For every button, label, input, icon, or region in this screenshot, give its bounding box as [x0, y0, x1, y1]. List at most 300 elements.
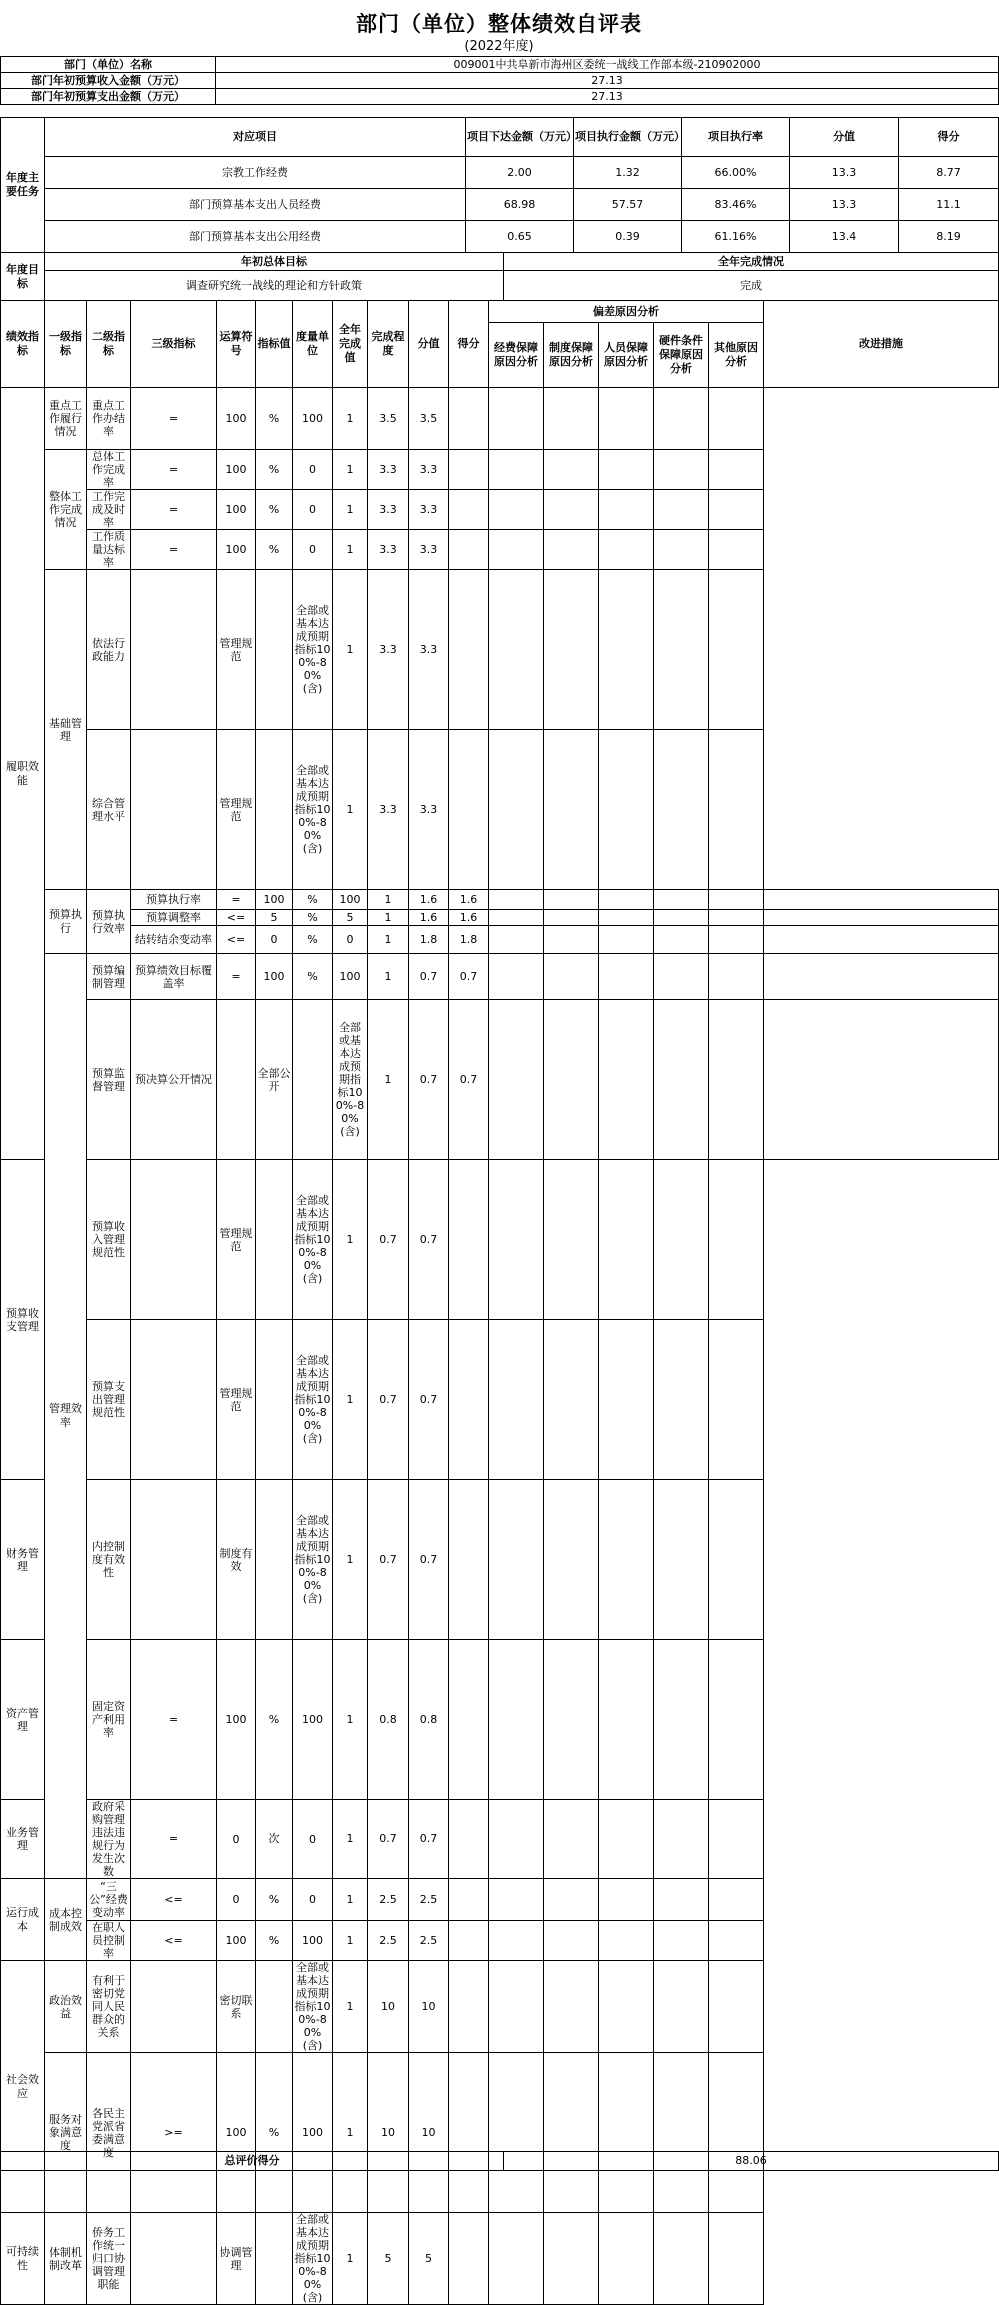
unit-cell [256, 1160, 293, 1320]
page-title: 部门（单位）整体绩效自评表 [356, 12, 642, 36]
th-dev-system: 制度保障原因分析 [544, 323, 599, 388]
deviation-cell [599, 1800, 654, 1879]
completion-cell: 1 [333, 2213, 368, 2305]
level3-cell: 预决算公开情况 [131, 1000, 217, 1160]
operator-cell: <= [131, 1921, 217, 1961]
operator-cell: = [217, 890, 256, 910]
tasks-side-label: 年度主要任务 [1, 118, 45, 253]
operator-cell [131, 1961, 217, 2053]
level3-cell: 工作完成及时率 [87, 490, 131, 530]
deviation-cell [709, 910, 764, 926]
deviation-cell [654, 1320, 709, 1480]
score-value-cell: 1.6 [409, 890, 449, 910]
th-score-value: 分值 [790, 118, 899, 157]
score-cell: 10 [409, 2053, 449, 2213]
deviation-cell [544, 1800, 599, 1879]
target-cell: 管理规范 [217, 570, 256, 730]
th-rate: 项目执行率 [682, 118, 790, 157]
deviation-cell [544, 450, 599, 490]
unit-cell: % [256, 1640, 293, 1800]
level2-cell: 预算执行效率 [87, 890, 131, 954]
target-cell: 协调管理 [217, 2213, 256, 2305]
deviation-cell [544, 1320, 599, 1480]
table-row [1, 1800, 999, 1879]
improve-cell [764, 954, 999, 1000]
table-row [1, 221, 999, 253]
operator-cell [131, 570, 217, 730]
level3-cell: 政府采购管理违法违规行为发生次数 [87, 1800, 131, 1879]
deviation-cell [599, 730, 654, 890]
level3-cell: 固定资产利用率 [87, 1640, 131, 1800]
score-value-cell: 1.6 [409, 910, 449, 926]
operator-cell: = [131, 388, 217, 450]
th-executed: 项目执行金额（万元） [574, 118, 682, 157]
unit-cell: % [293, 926, 333, 954]
th-actual: 全年完成值 [333, 301, 368, 388]
table-row [1, 530, 999, 570]
improve-cell [709, 570, 764, 730]
level3-cell: “三公”经费变动率 [87, 1879, 131, 1921]
level3-cell: 预算调整率 [131, 910, 217, 926]
actual-cell: 100 [333, 954, 368, 1000]
deviation-cell [449, 1961, 489, 2053]
deviation-cell [654, 890, 709, 910]
target-cell: 100 [217, 450, 256, 490]
actual-cell: 100 [293, 2053, 333, 2213]
deviation-cell [599, 450, 654, 490]
deviation-cell [599, 1640, 654, 1800]
score-cell: 3.3 [409, 570, 449, 730]
actual-cell: 100 [293, 1640, 333, 1800]
deviation-cell [599, 1879, 654, 1921]
th-score-value: 分值 [409, 301, 449, 388]
deviation-cell [544, 1000, 599, 1160]
operator-cell [131, 1480, 217, 1640]
unit-cell [256, 570, 293, 730]
deviation-cell [449, 2213, 489, 2305]
target-cell: 100 [217, 490, 256, 530]
level3-cell: 依法行政能力 [87, 570, 131, 730]
target-cell: 100 [256, 890, 293, 910]
actual-cell: 全部或基本达成预期指标100%-80%(含) [293, 1160, 333, 1320]
operator-cell: = [131, 450, 217, 490]
score-cell: 0.7 [449, 1000, 489, 1160]
deviation-cell [489, 1961, 544, 2053]
score-value-cell: 3.3 [368, 730, 409, 890]
table-row [1, 1879, 999, 1921]
task-score: 11.1 [899, 189, 999, 221]
completion-cell: 1 [333, 1480, 368, 1640]
level2-cell: 预算编制管理 [87, 954, 131, 1000]
score-value-cell: 0.8 [368, 1640, 409, 1800]
th-budget: 项目下达金额（万元） [466, 118, 574, 157]
unit-cell: % [256, 490, 293, 530]
deviation-cell [599, 1320, 654, 1480]
total-value: 88.06 [504, 2152, 999, 2171]
th-unit: 度量单位 [293, 301, 333, 388]
actual-cell: 0 [293, 450, 333, 490]
deviation-cell [654, 1879, 709, 1921]
level3-cell: 内控制度有效性 [87, 1480, 131, 1640]
th-level3: 三级指标 [131, 301, 217, 388]
deviation-cell [489, 730, 544, 890]
operator-cell: <= [217, 910, 256, 926]
deviation-cell [449, 490, 489, 530]
completion-cell: 1 [333, 1961, 368, 2053]
improve-cell [764, 910, 999, 926]
deviation-cell [489, 1480, 544, 1640]
operator-cell: <= [131, 1879, 217, 1921]
table-row [1, 954, 999, 1000]
improve-cell [764, 926, 999, 954]
target-cell: 0 [256, 926, 293, 954]
income-label: 部门年初预算收入金额（万元） [1, 73, 216, 89]
unit-cell: % [256, 530, 293, 570]
table-row [1, 910, 999, 926]
deviation-cell [544, 926, 599, 954]
actual-cell: 全部或基本达成预期指标100%-80%(含) [293, 1480, 333, 1640]
th-operator: 运算符号 [217, 301, 256, 388]
target-cell: 100 [217, 530, 256, 570]
deviation-cell [449, 388, 489, 450]
score-cell: 0.7 [409, 1480, 449, 1640]
improve-cell [709, 490, 764, 530]
score-value-cell: 0.7 [409, 1000, 449, 1160]
score-value-cell: 0.7 [368, 1480, 409, 1640]
level2-cell: 服务对象满意度 [45, 2053, 87, 2213]
level2-cell: 资产管理 [1, 1640, 45, 1800]
level3-cell: 综合管理水平 [87, 730, 131, 890]
completion-cell: 1 [368, 954, 409, 1000]
goal-result: 完成 [504, 271, 999, 301]
actual-cell: 100 [333, 890, 368, 910]
improve-cell [709, 530, 764, 570]
indicators-table [0, 300, 999, 2305]
unit-cell: % [256, 1921, 293, 1961]
score-cell: 3.3 [409, 530, 449, 570]
table-row [1, 926, 999, 954]
table-row [1, 1000, 999, 1160]
improve-cell [709, 1640, 764, 1800]
deviation-cell [489, 2053, 544, 2213]
th-dev-other: 其他原因分析 [709, 323, 764, 388]
deviation-cell [654, 1640, 709, 1800]
target-cell: 5 [256, 910, 293, 926]
score-value-cell: 0.7 [409, 954, 449, 1000]
deviation-cell [489, 1921, 544, 1961]
deviation-cell [709, 954, 764, 1000]
actual-cell: 5 [333, 910, 368, 926]
target-cell: 管理规范 [217, 1160, 256, 1320]
unit-cell: % [256, 2053, 293, 2213]
deviation-cell [449, 1480, 489, 1640]
expense-label: 部门年初预算支出金额（万元） [1, 89, 216, 105]
score-cell: 5 [409, 2213, 449, 2305]
actual-cell: 全部或基本达成预期指标100%-80%(含) [293, 1320, 333, 1480]
actual-cell: 0 [333, 926, 368, 954]
task-budget: 2.00 [466, 157, 574, 189]
improve-cell [764, 1000, 999, 1160]
deviation-cell [599, 910, 654, 926]
deviation-cell [599, 2213, 654, 2305]
table-row [1, 490, 999, 530]
th-improve: 改进措施 [764, 301, 999, 388]
actual-cell: 100 [293, 1921, 333, 1961]
operator-cell: = [131, 490, 217, 530]
score-value-cell: 10 [368, 2053, 409, 2213]
tasks-table [0, 117, 999, 253]
deviation-cell [654, 530, 709, 570]
th-dev-hardware: 硬件条件保障原因分析 [654, 323, 709, 388]
completion-cell: 1 [368, 910, 409, 926]
operator-cell: = [131, 530, 217, 570]
score-value-cell: 3.3 [368, 570, 409, 730]
improve-cell [709, 2053, 764, 2213]
deviation-cell [489, 926, 544, 954]
deviation-cell [544, 1640, 599, 1800]
target-cell: 管理规范 [217, 730, 256, 890]
deviation-cell [654, 1800, 709, 1879]
actual-cell: 0 [293, 1800, 333, 1879]
deviation-cell [489, 388, 544, 450]
table-row [1, 1320, 999, 1480]
completion-cell: 1 [333, 1160, 368, 1320]
level2-cell: 预算收支管理 [1, 1160, 45, 1480]
deviation-cell [599, 954, 654, 1000]
score-value-cell: 0.7 [368, 1320, 409, 1480]
operator-cell [131, 1320, 217, 1480]
operator-cell: = [217, 954, 256, 1000]
deviation-cell [544, 910, 599, 926]
task-item: 宗教工作经费 [45, 157, 466, 189]
total-table [0, 2151, 999, 2171]
deviation-cell [489, 1879, 544, 1921]
deviation-cell [489, 1000, 544, 1160]
table-row [1, 157, 999, 189]
level1-cell: 管理效率 [45, 954, 87, 1879]
actual-cell: 100 [293, 388, 333, 450]
deviation-cell [449, 570, 489, 730]
deviation-cell [599, 1480, 654, 1640]
task-score-value: 13.3 [790, 157, 899, 189]
completion-cell: 1 [368, 890, 409, 910]
deviation-cell [654, 910, 709, 926]
deviation-cell [489, 450, 544, 490]
deviation-cell [654, 2213, 709, 2305]
improve-cell [709, 1921, 764, 1961]
score-cell: 1.8 [449, 926, 489, 954]
score-value-cell: 3.5 [368, 388, 409, 450]
level1-cell: 预算执行 [45, 890, 87, 954]
target-cell: 0 [217, 1879, 256, 1921]
deviation-cell [449, 1800, 489, 1879]
deviation-cell [599, 890, 654, 910]
level2-cell: 财务管理 [1, 1480, 45, 1640]
completion-cell: 1 [368, 1000, 409, 1160]
task-score-value: 13.3 [790, 189, 899, 221]
deviation-cell [709, 1000, 764, 1160]
unit-cell [256, 2213, 293, 2305]
level3-cell: 预算执行率 [131, 890, 217, 910]
improve-cell [709, 388, 764, 450]
score-value-cell: 3.3 [368, 450, 409, 490]
deviation-cell [599, 1160, 654, 1320]
deviation-cell [449, 2053, 489, 2213]
deviation-cell [599, 1961, 654, 2053]
deviation-cell [709, 890, 764, 910]
deviation-cell [449, 1640, 489, 1800]
actual-cell: 全部或基本达成预期指标100%-80%(含) [293, 570, 333, 730]
deviation-cell [489, 530, 544, 570]
deviation-cell [489, 1640, 544, 1800]
deviation-cell [449, 530, 489, 570]
table-row [1, 450, 999, 490]
dept-value: 009001中共阜新市海州区委统一战线工作部本级-210902000 [216, 57, 999, 73]
level2-cell: 政治效益 [45, 1961, 87, 2053]
unit-cell: % [256, 450, 293, 490]
score-value-cell: 3.3 [368, 490, 409, 530]
level3-cell: 各民主党派省委满意度 [87, 2053, 131, 2213]
unit-cell [256, 730, 293, 890]
operator-cell: >= [131, 2053, 217, 2213]
table-row [1, 1640, 999, 1800]
unit-cell [256, 1961, 293, 2053]
level1-cell: 履职效能 [1, 388, 45, 1160]
level3-cell: 侨务工作统一归口协调管理职能 [87, 2213, 131, 2305]
deviation-cell [654, 926, 709, 954]
completion-cell: 1 [368, 926, 409, 954]
table-row [1, 570, 999, 730]
score-cell: 0.7 [409, 1160, 449, 1320]
deviation-cell [654, 388, 709, 450]
deviation-cell [599, 530, 654, 570]
score-cell: 0.7 [409, 1320, 449, 1480]
completion-cell: 1 [333, 1320, 368, 1480]
score-value-cell: 1.8 [409, 926, 449, 954]
deviation-cell [449, 730, 489, 890]
unit-cell [256, 1480, 293, 1640]
score-value-cell: 2.5 [368, 1879, 409, 1921]
task-score-value: 13.4 [790, 221, 899, 253]
actual-cell: 全部或基本达成预期指标100%-80%(含) [333, 1000, 368, 1160]
deviation-cell [544, 2053, 599, 2213]
target-cell: 密切联系 [217, 1961, 256, 2053]
deviation-cell [544, 890, 599, 910]
goal-result-header: 全年完成情况 [504, 253, 999, 271]
score-cell: 1.6 [449, 910, 489, 926]
th-completion: 完成程度 [368, 301, 409, 388]
task-rate: 83.46% [682, 189, 790, 221]
score-cell: 2.5 [409, 1879, 449, 1921]
deviation-cell [544, 730, 599, 890]
level2-cell: 整体工作完成情况 [45, 450, 87, 570]
level3-cell: 有利于密切党同人民群众的关系 [87, 1961, 131, 2053]
dept-label: 部门（单位）名称 [1, 57, 216, 73]
indicators-side-label: 绩效指标 [1, 301, 45, 388]
deviation-cell [544, 1961, 599, 2053]
improve-cell [709, 1879, 764, 1921]
target-cell: 100 [217, 388, 256, 450]
actual-cell: 0 [293, 530, 333, 570]
deviation-cell [489, 490, 544, 530]
operator-cell: = [131, 1800, 217, 1879]
total-label: 总评价得分 [1, 2152, 504, 2171]
deviation-cell [544, 2213, 599, 2305]
deviation-cell [544, 490, 599, 530]
score-value-cell: 0.7 [368, 1160, 409, 1320]
deviation-cell [654, 954, 709, 1000]
target-cell: 全部公开 [256, 1000, 293, 1160]
th-deviation: 偏差原因分析 [489, 301, 764, 323]
score-cell: 3.3 [409, 730, 449, 890]
improve-cell [709, 1320, 764, 1480]
improve-cell [709, 730, 764, 890]
deviation-cell [654, 490, 709, 530]
score-value-cell: 2.5 [368, 1921, 409, 1961]
deviation-cell [599, 2053, 654, 2213]
level2-cell: 成本控制成效 [45, 1879, 87, 1961]
level3-cell: 预算支出管理规范性 [87, 1320, 131, 1480]
th-level2: 二级指标 [87, 301, 131, 388]
deviation-cell [489, 1320, 544, 1480]
unit-cell [256, 1320, 293, 1480]
score-cell: 0.8 [409, 1640, 449, 1800]
score-cell: 10 [409, 1961, 449, 2053]
task-rate: 66.00% [682, 157, 790, 189]
deviation-cell [489, 570, 544, 730]
deviation-cell [544, 530, 599, 570]
operator-cell: <= [217, 926, 256, 954]
score-cell: 0.7 [409, 1800, 449, 1879]
task-budget: 0.65 [466, 221, 574, 253]
th-score: 得分 [449, 301, 489, 388]
deviation-cell [449, 1879, 489, 1921]
actual-cell: 全部或基本达成预期指标100%-80%(含) [294, 1961, 331, 2052]
deviation-cell [654, 1961, 709, 2053]
actual-cell: 全部或基本达成预期指标100%-80%(含) [294, 2213, 331, 2304]
actual-cell: 0 [293, 490, 333, 530]
level3-cell: 预算收入管理规范性 [87, 1160, 131, 1320]
task-executed: 0.39 [574, 221, 682, 253]
score-value-cell: 10 [368, 1961, 409, 2053]
deviation-cell [654, 1921, 709, 1961]
deviation-cell [544, 954, 599, 1000]
unit-cell: % [293, 910, 333, 926]
task-executed: 57.57 [574, 189, 682, 221]
table-row [1, 388, 999, 450]
deviation-cell [544, 1480, 599, 1640]
completion-cell: 1 [333, 570, 368, 730]
deviation-cell [544, 570, 599, 730]
deviation-cell [489, 910, 544, 926]
level2-cell: 业务管理 [1, 1800, 45, 1879]
operator-cell [217, 1000, 256, 1160]
unit-cell: % [256, 388, 293, 450]
improve-cell [709, 1480, 764, 1640]
score-cell: 3.5 [409, 388, 449, 450]
improve-cell [709, 450, 764, 490]
task-rate: 61.16% [682, 221, 790, 253]
deviation-cell [654, 1480, 709, 1640]
completion-cell: 1 [333, 1800, 368, 1879]
target-cell: 100 [256, 954, 293, 1000]
table-row [1, 2213, 999, 2305]
actual-cell: 全部或基本达成预期指标100%-80%(含) [293, 730, 333, 890]
table-row [1, 1961, 999, 2053]
level3-cell: 总体工作完成率 [87, 450, 131, 490]
target-cell: 管理规范 [217, 1320, 256, 1480]
goal-table [0, 252, 999, 301]
